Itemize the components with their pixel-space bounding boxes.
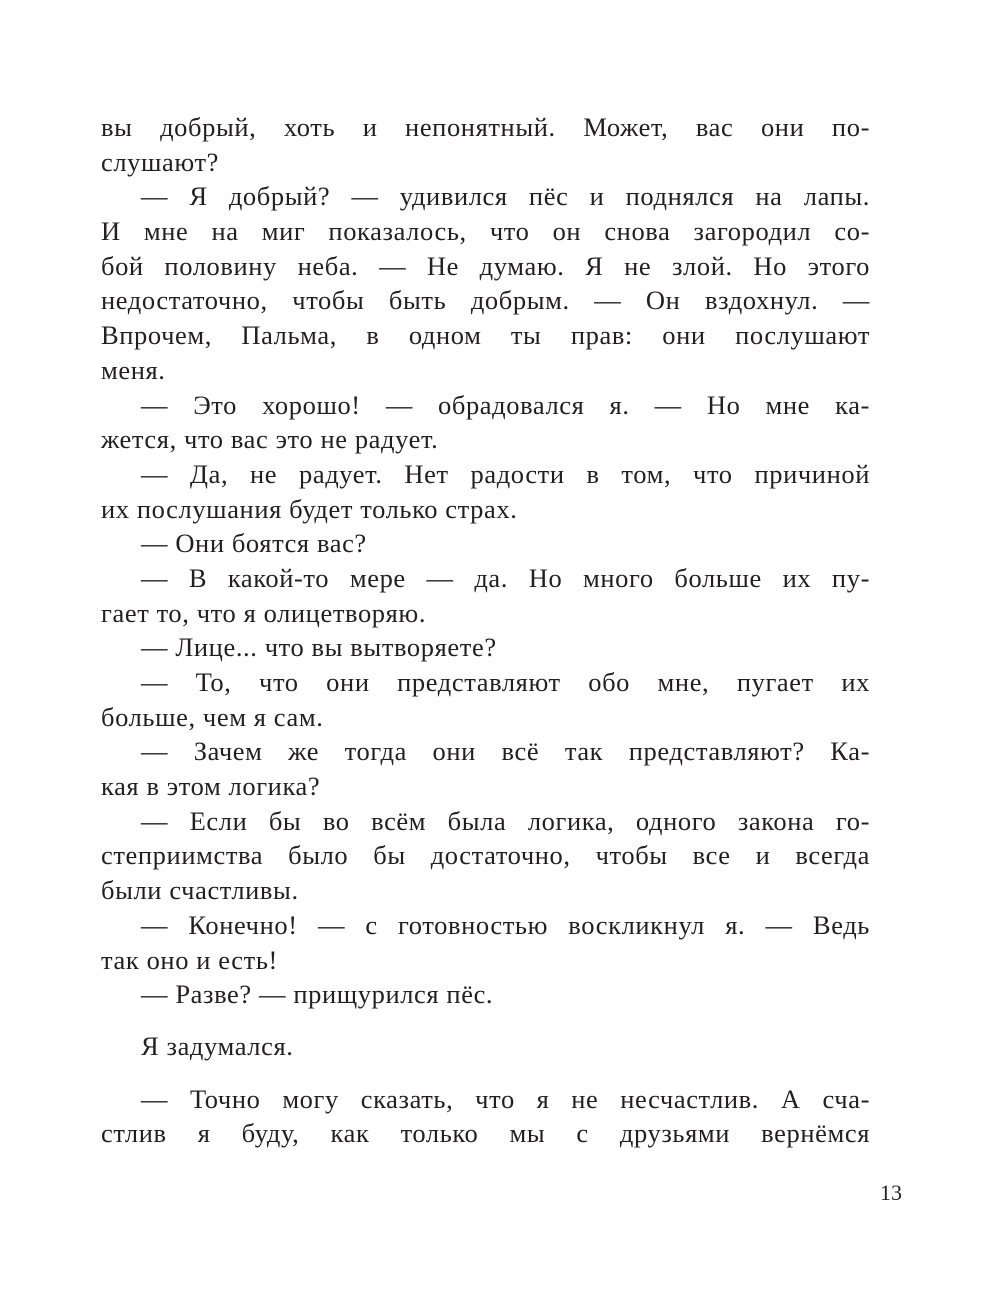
text-line: слушают? xyxy=(101,146,219,177)
text-line: больше, чем я сам. xyxy=(101,701,324,732)
text-line: — Да, не радует. Нет радости в том, что причиной xyxy=(141,458,870,489)
text-line: гает то, что я олицетворяю. xyxy=(101,597,427,628)
text-line: — Конечно! — с готовностью воскликнул я. — Ведь xyxy=(141,909,870,940)
text-line: — Это хорошо! — обрадовался я. — Но мне ка- xyxy=(141,389,870,420)
paragraph xyxy=(101,526,870,561)
paragraph xyxy=(101,734,870,803)
text-line: кая в этом логика? xyxy=(101,771,321,802)
text-line: их послушания будет только страх. xyxy=(101,493,518,524)
text-line: Впрочем, Пальма, в одном ты прав: они послушают xyxy=(101,320,870,351)
text-line: были счастливы. xyxy=(101,875,299,906)
paragraph xyxy=(101,561,870,630)
paragraph xyxy=(101,388,870,457)
page-number: 13 xyxy=(880,1180,902,1205)
text-line: — Они боятся вас? xyxy=(141,528,367,559)
text-line: Я задумался. xyxy=(141,1031,294,1062)
text-line: — В какой-то мере — да. Но много больше их пу- xyxy=(141,562,870,593)
text-line: стлив я буду, как только мы с друзьями вернёмся xyxy=(101,1118,870,1149)
paragraph xyxy=(101,457,870,526)
text-line: меня. xyxy=(101,354,166,385)
paragraph xyxy=(101,110,870,179)
paragraph xyxy=(101,977,870,1012)
text-line: — Разве? — прищурился пёс. xyxy=(141,979,494,1010)
text-line: — То, что они представляют обо мне, пугает их xyxy=(141,667,870,697)
text-line: степриимства было бы достаточно, чтобы все и всегда xyxy=(101,840,870,871)
text-line: вы добрый, хоть и непонятный. Может, вас они по- xyxy=(101,112,870,142)
text-line: — Если бы во всём была логика, одного закона го- xyxy=(141,805,870,836)
paragraph xyxy=(101,179,870,387)
text-line: так оно и есть! xyxy=(101,944,278,975)
text-line: бой половину неба. — Не думаю. Я не злой. Но этого xyxy=(101,250,870,281)
paragraph xyxy=(101,630,870,665)
text-line: — Лице... что вы вытворяете? xyxy=(141,632,497,663)
paragraph xyxy=(101,804,870,908)
text-line: недостаточно, чтобы быть добрым. — Он вздохнул. — xyxy=(101,285,870,316)
page-body-text xyxy=(101,110,870,1151)
paragraph xyxy=(101,665,870,734)
paragraph xyxy=(101,1029,870,1064)
text-line: — Точно могу сказать, что я не несчастлив. А сча- xyxy=(141,1083,870,1114)
text-line: жется, что вас это не радует. xyxy=(101,424,439,455)
text-line: И мне на миг показалось, что он снова загородил со- xyxy=(101,216,870,247)
paragraph xyxy=(101,908,870,977)
paragraph xyxy=(101,1082,870,1151)
text-line: — Зачем же тогда они всё так представляют? Ка- xyxy=(141,736,870,767)
text-line: — Я добрый? — удивился пёс и поднялся на лапы. xyxy=(141,181,870,212)
